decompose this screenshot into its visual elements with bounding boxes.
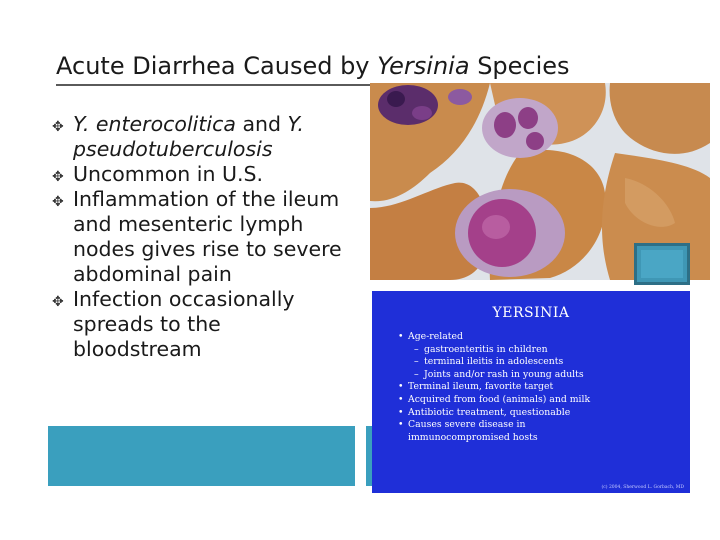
dash-icon: – (414, 343, 419, 355)
inset-item-text: Joints and/or rash in young adults (424, 368, 584, 380)
inset-item (398, 419, 688, 432)
dash-icon: – (414, 356, 419, 368)
bullet-text-1b: Y. pseudotuberculosis (73, 112, 304, 161)
bullet-item (48, 162, 358, 187)
bullet-text-1-and: and (235, 112, 288, 136)
inset-item (398, 394, 688, 407)
inset-item-text: Age-related (408, 331, 463, 342)
inset-item-text: Causes severe disease in (408, 419, 526, 431)
bullet-item (48, 112, 358, 162)
inset-item-text: Acquired from food (animals) and milk (408, 393, 591, 405)
title-suffix: Species (469, 52, 570, 80)
inset-item (398, 407, 688, 420)
bullet-list (48, 112, 358, 362)
inset-credit: (c) 2004, Sherwood L. Gorbach, MD (601, 485, 684, 490)
bullet-icon: ✥ (52, 194, 64, 210)
bullet-icon: ✥ (52, 169, 64, 185)
bullet-text-1a: Y. enterocolitica (73, 112, 236, 136)
inset-item-text: terminal ileitis in adolescents (424, 356, 564, 368)
bullet-text-3: Inflammation of the ileum and mesenteric lymph nodes gives rise to severe abdominal pain (73, 187, 342, 286)
inset-item-text: Terminal ileum, favorite target (408, 381, 554, 393)
bullet-icon: • (398, 331, 404, 342)
inset-list (398, 331, 688, 444)
bullet-icon: ✥ (52, 294, 64, 310)
decorative-teal-square (634, 243, 690, 285)
inset-item-text: gastroenteritis in children (424, 343, 548, 355)
bullet-icon: • (398, 393, 404, 405)
slide-title (56, 52, 570, 80)
bullet-item (48, 287, 343, 362)
bullet-icon: ✥ (52, 119, 64, 135)
title-italic: Yersinia (377, 52, 470, 80)
bullet-text-2: Uncommon in U.S. (73, 162, 264, 186)
inset-item (398, 432, 688, 445)
inset-yersinia-slide (372, 291, 690, 493)
inset-subitem (398, 344, 688, 357)
inset-subitem (398, 356, 688, 369)
inset-item (398, 381, 688, 394)
decorative-teal-block (48, 426, 355, 486)
bullet-text-4: Infection occasionally spreads to the bloodstream (73, 287, 295, 361)
decorative-teal-square-inner (641, 250, 683, 278)
bullet-icon: • (398, 419, 404, 431)
dash-icon: – (414, 368, 419, 380)
bullet-icon: • (398, 381, 404, 393)
bullet-icon: • (398, 406, 404, 418)
inset-heading: YERSINIA (492, 305, 570, 321)
title-prefix: Acute Diarrhea Caused by (56, 52, 378, 80)
inset-item-text: immunocompromised hosts (408, 431, 538, 443)
inset-subitem (398, 369, 688, 382)
inset-item (398, 331, 688, 344)
inset-item-text: Antibiotic treatment, questionable (408, 406, 571, 418)
bullet-item (48, 187, 343, 287)
